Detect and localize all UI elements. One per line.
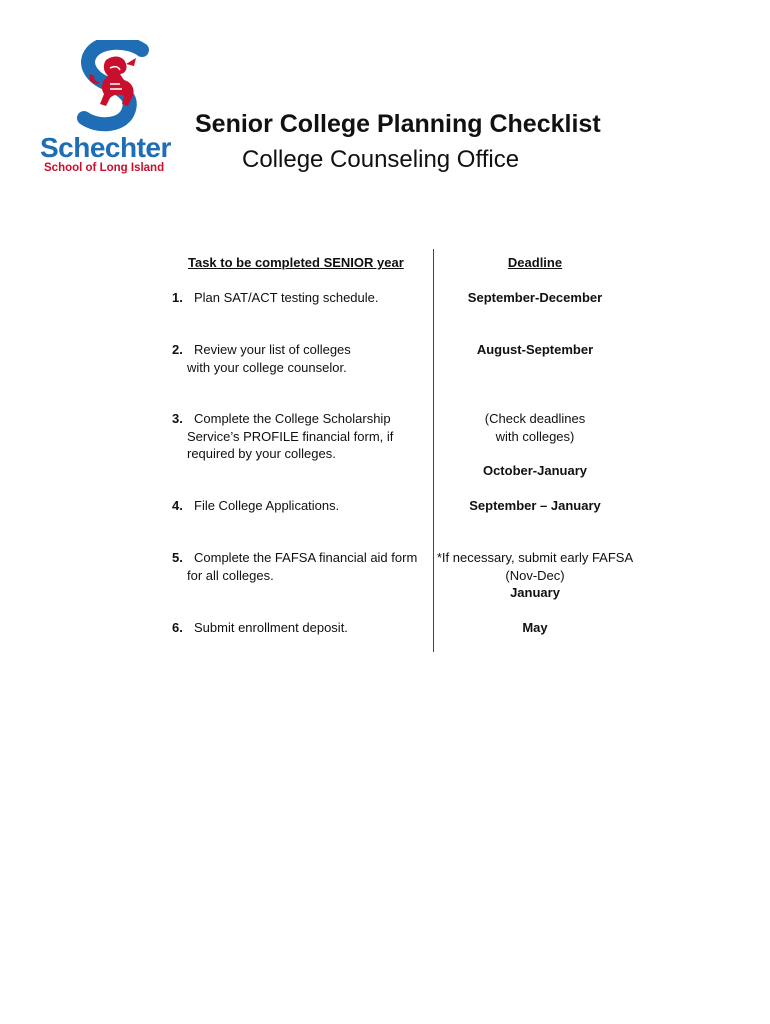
- task-item-1: [172, 289, 427, 307]
- task-text: Submit enrollment deposit.: [194, 620, 348, 635]
- deadline-item-3: [435, 410, 635, 480]
- deadline-column-header: Deadline: [507, 255, 563, 270]
- deadline-item-5: [435, 549, 635, 602]
- deadline-text: October-January: [482, 463, 588, 478]
- task-text: Service’s PROFILE financial form, if: [187, 428, 394, 444]
- deadline-text: January: [510, 585, 560, 600]
- task-item-5: [172, 549, 427, 584]
- page-subtitle: College Counseling Office: [242, 146, 520, 173]
- task-text: with your college counselor.: [187, 359, 347, 375]
- deadline-item-2: [435, 341, 635, 359]
- task-number: 5.: [172, 550, 183, 565]
- deadline-text: September – January: [469, 498, 601, 513]
- task-number: 6.: [172, 620, 183, 635]
- task-text: Review your list of colleges: [194, 342, 351, 357]
- deadline-item-1: [435, 289, 635, 307]
- deadline-note: with colleges): [495, 428, 575, 444]
- logo-name: Schechter: [40, 132, 171, 163]
- school-logo: [40, 40, 172, 180]
- task-item-4: [172, 497, 427, 515]
- task-column-header: Task to be completed SENIOR year: [188, 255, 404, 270]
- deadline-text: August-September: [476, 342, 594, 357]
- page-title: Senior College Planning Checklist: [195, 110, 601, 138]
- task-text: for all colleges.: [187, 567, 274, 583]
- task-item-3: [172, 410, 427, 463]
- deadline-note: *If necessary, submit early FAFSA: [436, 550, 634, 565]
- deadline-item-4: [435, 497, 635, 515]
- task-text: Plan SAT/ACT testing schedule.: [194, 290, 379, 305]
- task-number: 4.: [172, 498, 183, 513]
- task-number: 2.: [172, 342, 183, 357]
- deadline-text: May: [522, 620, 548, 635]
- task-item-2: [172, 341, 427, 376]
- task-text: Complete the FAFSA financial aid form: [194, 550, 418, 565]
- task-text: required by your colleges.: [187, 446, 336, 461]
- lion-crest-icon: [62, 40, 162, 132]
- task-number: 3.: [172, 411, 183, 426]
- deadline-item-6: [435, 619, 635, 637]
- deadline-note: (Check deadlines: [484, 411, 586, 426]
- deadline-text: September-December: [467, 290, 603, 305]
- logo-subtitle: School of Long Island: [44, 162, 165, 174]
- task-item-6: [172, 619, 427, 637]
- deadline-note: (Nov-Dec): [505, 567, 565, 583]
- task-text: File College Applications.: [194, 498, 340, 513]
- column-divider: [433, 249, 434, 652]
- task-text: Complete the College Scholarship: [194, 411, 391, 426]
- task-number: 1.: [172, 290, 183, 305]
